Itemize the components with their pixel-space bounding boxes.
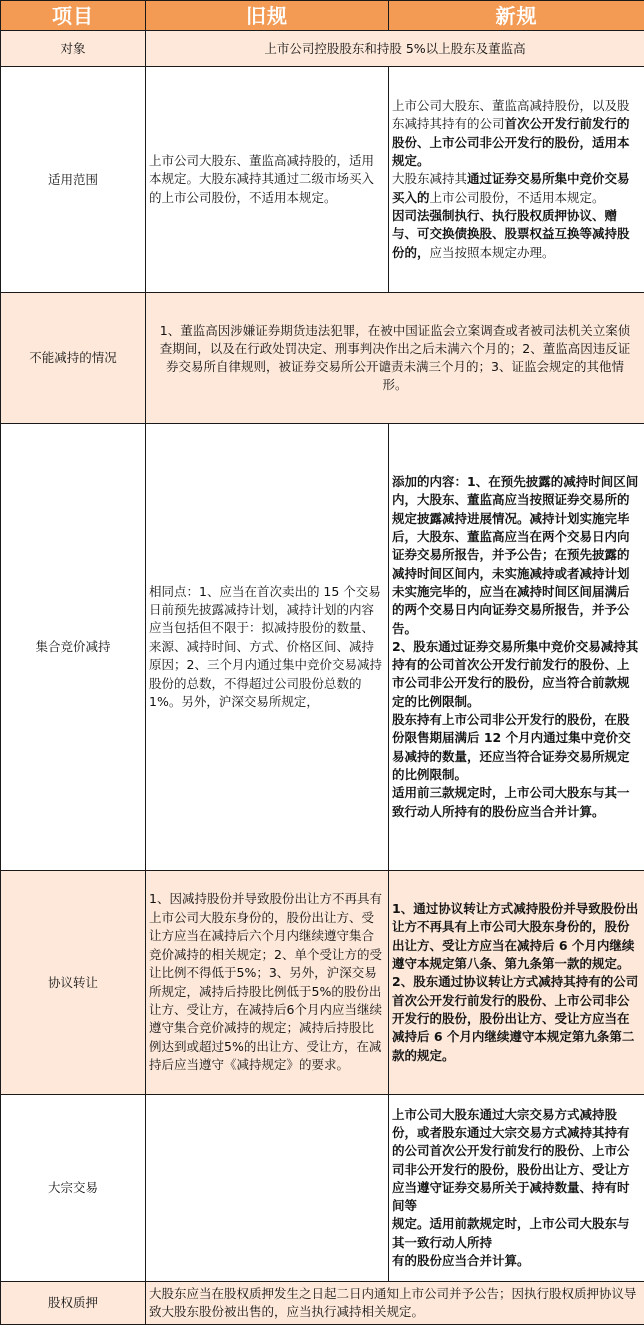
header-item: 项目: [1, 1, 146, 31]
row-label: 对象: [1, 31, 146, 67]
row-label: 协议转让: [1, 871, 146, 1095]
row-label: 大宗交易: [1, 1095, 146, 1282]
new-rule-cell: 上市公司大股东通过大宗交易方式减持股份，或者股东通过大宗交易方式减持其持有的公司首次公开发行前发行的股份、上市公司非公开发行的股份，股份出让方、受让方应当遵守证券交易所关于减持数量、持有时间等 规定。适用前款规定时，上市公司大股东与其一致行动人所持 有的股份应当合并计算。: [389, 1095, 644, 1282]
new-rule-cell: 添加的内容：1、在预先披露的减持时间区间内，大股东、董监高应当按照证券交易所的规定披露减持进展情况。减持计划实施完毕后，大股东、董监高应当在两个交易日内向证券交易所报告，并予公告；在预先披露的减持时间区间内，未实施减持或者减持计划未实施完毕的，应当在减持时间区间届满后的两个交易日内向证券交易所报告，并予公告。 2、股东通过证券交易所集中竞价交易减持其持有的公司首次公开发行前发行的股份、上市公司非公开发行的股份，应当符合前款规定的比例限制。 股东持有上市公司非公开发行的股份，在股份限售期届满后 12 个月内通过集中竞价交易减持的数量，还应当符合证券交易所规定的比例限制。 适用前三款规定时，上市公司大股东与其一致行动人所持有的股份应当合并计算。: [389, 424, 644, 871]
merged-cell: 大股东应当在股权质押发生之日起二日内通知上市公司并予公告；因执行股权质押协议导致大股东股份被出售的，应当执行减持相关规定。: [146, 1282, 644, 1325]
new-rule-cell: 上市公司大股东、董监高减持股份，以及股东减持其持有的公司首次公开发行前发行的股份、上市公司非公开发行的股份，适用本规定。 大股东减持其通过证券交易所集中竞价交易买入的上市公司股份，不适用本规定。 因司法强制执行、执行股权质押协议、赠与、可交换债换股、股票权益互换等减持股份的，应当按照本规定办理。: [389, 67, 644, 293]
header-row: [1, 1, 644, 31]
new-rule-cell: 1、通过协议转让方式减持股份并导致股份出让方不再具有上市公司大股东身份的，股份出让方、受让方应当在减持后 6 个月内继续遵守本规定第八条、第九条第一款的规定。 2、股东通过协议转让方式减持其持有的公司首次公开发行前发行的股份、上市公司非公开发行的股份，股份出让方、受让方应当在减持后 6 个月内继续遵守本规定第九条第二款的规定。: [389, 871, 644, 1095]
row-scope: [1, 67, 644, 293]
merged-cell: 1、董监高因涉嫌证券期货违法犯罪，在被中国证监会立案调查或者被司法机关立案侦查期间，以及在行政处罚决定、刑事判决作出之后未满六个月的；2、董监高因违反证券交易所自律规则，被证券交易所公开谴责未满三个月的；3、证监会规定的其他情形。: [146, 293, 644, 424]
row-pledge: [1, 1282, 644, 1325]
row-label: 不能减持的情况: [1, 293, 146, 424]
row-prohibited: [1, 293, 644, 424]
row-agreement: [1, 871, 644, 1095]
old-rule-cell: 1、因减持股份并导致股份出让方不再具有上市公司大股东身份的，股份出让方、受让方应当在减持后六个月内继续遵守集合竞价减持的相关规定；2、单个受让方的受让比例不得低于5%；3、另外，沪深交易所规定，减持后持股比例低于5%的股份出让方、受让方，在减持后6个月内应当继续遵守集合竞价减持的规定；减持后持股比例达到或超过5%的出让方、受让方，在减持后应当遵守《减持规定》的要求。: [146, 871, 389, 1095]
row-target: [1, 31, 644, 67]
row-label: 适用范围: [1, 67, 146, 293]
old-rule-cell: [146, 1095, 389, 1282]
old-rule-cell: 上市公司大股东、董监高减持股的，适用本规定。大股东减持其通过二级市场买入的上市公司股份，不适用本规定。: [146, 67, 389, 293]
header-new-rules: 新规: [389, 1, 644, 31]
old-rule-cell: 相同点：1、应当在首次卖出的 15 个交易日前预先披露减持计划，减持计划的内容应当包括但不限于：拟减持股份的数量、来源、减持时间、方式、价格区间、减持原因；2、三个月内通过集中竞价交易减持股份的总数，不得超过公司股份总数的1%。另外，沪深交易所规定，: [146, 424, 389, 871]
header-old-rules: 旧规: [146, 1, 389, 31]
row-label: 股权质押: [1, 1282, 146, 1325]
row-auction: [1, 424, 644, 871]
row-block-trade: [1, 1095, 644, 1282]
row-label: 集合竞价减持: [1, 424, 146, 871]
merged-cell: 上市公司控股股东和持股 5%以上股东及董监高: [146, 31, 644, 67]
